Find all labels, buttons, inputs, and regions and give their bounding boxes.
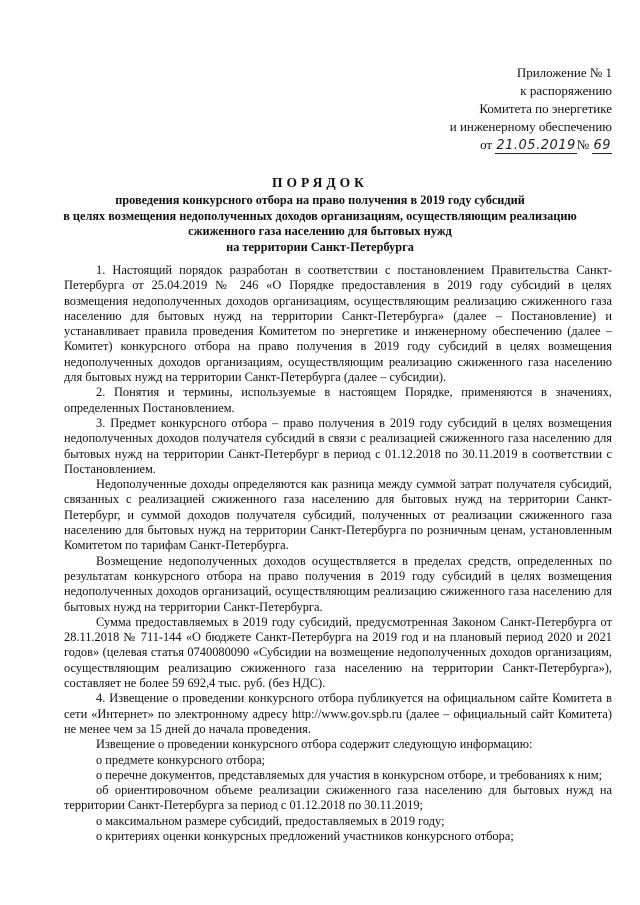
appendix-line: Приложение № 1: [516, 65, 612, 80]
appendix-block: [372, 64, 612, 155]
list-item: о предмете конкурсного отбора;: [96, 752, 266, 767]
paragraph: 3. Предмет конкурсного отбора – право получения в 2019 году субсидий в целях возмещения недополученных доходов получателя субсидий в связи с реализацией сжиженного газа населению для бытовых нужд на территории Санкт-Петербург в период с 01.12.2018 по 30.11.2019 в соответствии с Постановлением.: [64, 415, 612, 476]
paragraph: 2. Понятия и термины, используемые в настоящем Порядке, применяются в значениях, определенных Постановлением.: [64, 385, 612, 415]
paragraph: Извещение о проведении конкурсного отбора содержит следующую информацию:: [96, 737, 533, 752]
appendix-line: и инженерному обеспечению: [449, 119, 612, 134]
subtitle-line: в целях возмещения недополученных доходов организациям, осуществляющим реализацию: [63, 208, 577, 223]
appendix-line: к распоряжению: [520, 83, 612, 98]
handwritten-number: 69: [593, 138, 611, 153]
date-prefix: от: [480, 137, 493, 152]
subtitle-line: на территории Санкт-Петербурга: [226, 239, 414, 254]
appendix-date-line: [372, 136, 612, 155]
number-prefix: №: [576, 137, 590, 152]
subtitle-line: сжиженного газа населению для бытовых нужд: [188, 224, 452, 238]
paragraph: Сумма предоставляемых в 2019 году субсидий, предусмотренная Законом Санкт-Петербурга от 28.11.2018 № 711-144 «О бюджете Санкт-Петербурга на 2019 год и на плановый период 2020 и 2021 годов» (целевая статья 0740080090 «Субсидии на возмещение недополученных доходов организациям, осуществляющим реализацию сжиженного газа населению на территории Санкт-Петербурга»), составляет не более 59 692,4 тыс. руб. (без НДС).: [64, 614, 612, 691]
subtitle-line: проведения конкурсного отбора на право получения в 2019 году субсидий: [115, 193, 525, 207]
list-item: о максимальном размере субсидий, предоставляемых в 2019 году;: [96, 813, 445, 828]
document-title: ПОРЯДОК: [272, 175, 368, 190]
paragraph: Недополученные доходы определяются как разница между суммой затрат получателя субсидий, связанных с реализацией сжиженного газа населению для бытовых нужд на территории Санкт-Петербург, и суммой доходов получателя субсидий, полученных от реализации сжиженного газа населению для бытовых нужд на территории Санкт-Петербурга по розничным ценам, установленным Комитетом по тарифам Санкт-Петербурга.: [64, 477, 612, 553]
list-item: о перечне документов, представляемых для участия в конкурсном отборе, и требованиях к ним;: [96, 767, 603, 782]
appendix-line: Комитета по энергетике: [479, 101, 612, 116]
handwritten-date: 21.05.2019: [496, 138, 576, 153]
paragraph: Возмещение недополученных доходов осуществляется в пределах средств, определенных по результатам конкурсного отбора на право получения в 2019 году субсидий в целях возмещения недополученных доходов организаций, осуществляющим реализацию сжиженного газа населению для бытовых нужд на территории Санкт-Петербурга.: [64, 553, 612, 614]
document-subtitle: [40, 193, 600, 255]
paragraph: 1. Настоящий порядок разработан в соответствии с постановлением Правительства Санкт-Петербурга от 25.04.2019 № 246 «О Порядке предоставления в 2019 году субсидий в целях возмещения недополученных доходов организациям, осуществляющим реализацию сжиженного газа населению для бытовых нужд на территории Санкт-Петербурга» (далее – Постановление) и устанавливает правила проведения Комитетом по энергетике и инженерному обеспечению (далее – Комитет) конкурсного отбора на право получения в 2019 году субсидий в целях возмещения недополученных доходов организациям, осуществляющим реализацию сжиженного газа населению для бытовых нужд на территории Санкт-Петербурга (далее – субсидии).: [64, 263, 612, 385]
list-item: о критериях оценки конкурсных предложений участников конкурсного отбора;: [96, 828, 514, 843]
list-item: об ориентировочном объеме реализации сжиженного газа населению для бытовых нужд на территории Санкт-Петербурга за период с 01.12.2018 по 30.11.2019;: [64, 783, 612, 813]
document-body: [64, 263, 612, 844]
paragraph: 4. Извещение о проведении конкурсного отбора публикуется на официальном сайте Комитета в сети «Интернет» по электронному адресу http://www.gov.spb.ru (далее – официальный сайт Комитета) не менее чем за 15 дней до начала проведения.: [64, 691, 612, 736]
